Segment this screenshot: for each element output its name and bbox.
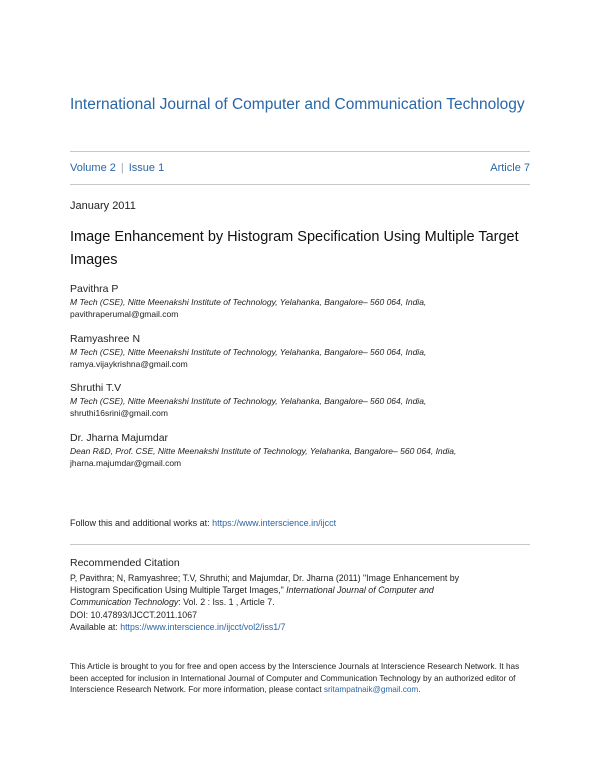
journal-title[interactable]: International Journal of Computer and Communication Technology [70, 96, 525, 113]
author-email: jharna.majumdar@gmail.com [70, 458, 182, 468]
citation-line [70, 596, 530, 608]
author-block [70, 332, 530, 370]
author-name: Pavithra P [70, 283, 119, 295]
available-link[interactable]: https://www.interscience.in/ijcct/vol2/iss1/7 [120, 621, 286, 632]
issue-separator: | [120, 162, 124, 174]
author-affiliation: M Tech (CSE), Nitte Meenakshi Institute of Technology, Yelahanka, Bangalore– 560 064, India, [70, 396, 427, 406]
author-email: pavithraperumal@gmail.com [70, 309, 179, 319]
citation-journal: Communication Technology [70, 597, 179, 608]
issue-line [70, 162, 530, 174]
volume-link[interactable]: Volume 2 [70, 162, 116, 174]
author-affiliation: M Tech (CSE), Nitte Meenakshi Institute of Technology, Yelahanka, Bangalore– 560 064, India, [70, 297, 427, 307]
citation-available [70, 621, 530, 633]
citation-block [70, 572, 530, 633]
citation-line [70, 584, 530, 596]
author-email: ramya.vijaykrishna@gmail.com [70, 359, 188, 369]
author-affiliation: Dean R&D, Prof. CSE, Nitte Meenakshi Institute of Technology, Yelahanka, Bangalore– 560 064, India, [70, 446, 457, 456]
follow-text: Follow this and additional works at: [70, 518, 213, 528]
follow-link[interactable]: https://www.interscience.in/ijcct [212, 518, 337, 528]
paper-title: Image Enhancement by Histogram Specification Using Multiple Target Images [70, 229, 519, 268]
citation-line: P, Pavithra; N, Ramyashree; T.V, Shruthi; and Majumdar, Dr. Jharna (2011) "Image Enhancement by [70, 573, 460, 583]
contact-email-link[interactable]: sritampatnaik@gmail.com [323, 685, 419, 694]
issue-link[interactable]: Issue 1 [128, 162, 165, 174]
author-name: Ramyashree N [70, 333, 141, 345]
author-block [70, 282, 530, 320]
author-name: Dr. Jharna Majumdar [70, 432, 169, 444]
author-affiliation: M Tech (CSE), Nitte Meenakshi Institute of Technology, Yelahanka, Bangalore– 560 064, India, [70, 347, 427, 357]
author-email: shruthi16srini@gmail.com [70, 408, 168, 418]
author-name: Shruthi T.V [70, 382, 122, 394]
divider-citation [70, 544, 530, 545]
citation-journal: International Journal of Computer and [286, 585, 434, 596]
citation-doi: DOI: 10.47893/IJCCT.2011.1067 [70, 609, 197, 620]
divider-top [70, 151, 530, 152]
available-label: Available at: [70, 621, 121, 632]
author-block [70, 381, 530, 419]
access-notice [70, 661, 530, 696]
access-notice-end: . [418, 685, 421, 694]
citation-text: Histogram Specification Using Multiple Target Images," [70, 585, 287, 596]
publication-date: January 2011 [70, 200, 136, 212]
article-link[interactable]: Article 7 [490, 162, 530, 174]
access-notice-text: This Article is brought to you for free and open access by the Interscience Journals at Interscience Research Network. It has been accepted for inclusion in International Journal of Computer and Communication Technology by an authorized editor of Interscience Research Network. For more information, please contact [70, 662, 520, 694]
author-block [70, 431, 530, 469]
citation-text: : Vol. 2 : Iss. 1 , Article 7. [178, 597, 275, 608]
recommended-citation-heading: Recommended Citation [70, 557, 180, 569]
divider-issue [70, 184, 530, 185]
follow-line [70, 518, 336, 528]
